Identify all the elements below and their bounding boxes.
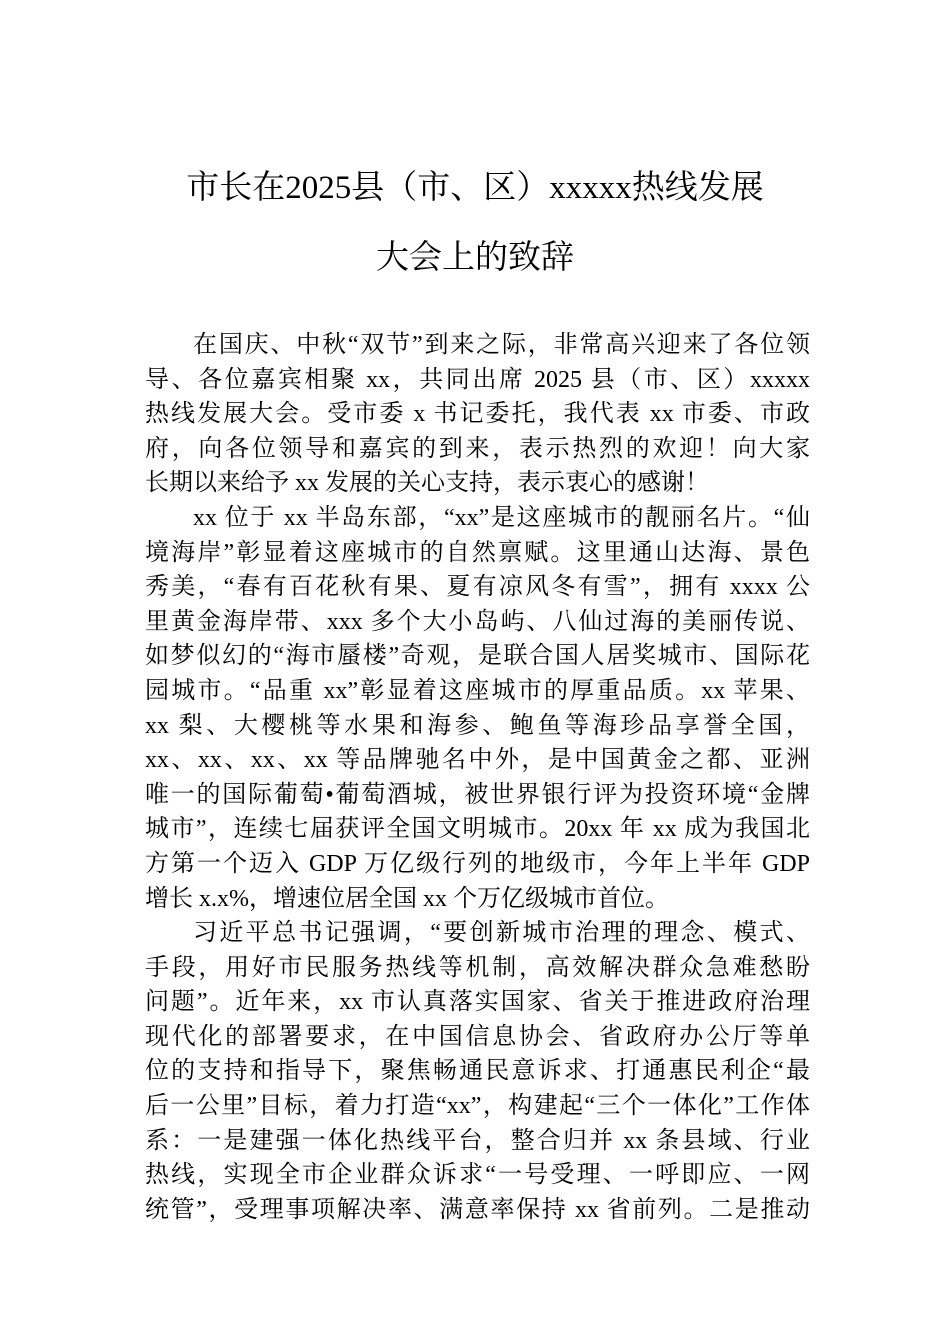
paragraph-1 [145, 328, 810, 501]
paragraph-line: 园城市。“品重 xx”彰显着这座城市的厚重品质。xx 苹果、 [145, 677, 810, 704]
paragraph-line: 习近平总书记强调，“要创新城市治理的理念、模式、 [193, 920, 810, 947]
paragraph-line: 城市”，连续七届获评全国文明城市。20xx 年 xx 成为我国北 [145, 816, 810, 843]
paragraph-line: 位的支持和指导下，聚焦畅通民意诉求、打通惠民利企“最 [145, 1058, 810, 1085]
document-title-line-2: 大会上的致辞 [376, 240, 574, 276]
paragraph-line: 方第一个迈入 GDP 万亿级行列的地级市，今年上半年 GDP [145, 850, 810, 877]
paragraph-line: 统管”，受理事项解决率、满意率保持 xx 省前列。二是推动 [145, 1196, 810, 1223]
paragraph-3 [145, 916, 810, 1227]
paragraph-line: 系：一是建强一体化热线平台，整合归并 xx 条县域、行业 [145, 1127, 810, 1154]
paragraph-line: 热线，实现全市企业群众诉求“一号受理、一呼即应、一网 [145, 1162, 810, 1189]
paragraph-line: 长期以来给予 xx 发展的关心支持，表示衷心的感谢！ [145, 470, 709, 497]
document-title-line-1: 市长在2025县（市、区）xxxxx热线发展 [186, 170, 764, 206]
document-body [145, 328, 810, 1227]
paragraph-line: 在国庆、中秋“双节”到来之际，非常高兴迎来了各位领 [193, 332, 810, 358]
paragraph-line: 问题”。近年来，xx 市认真落实国家、省关于推进政府治理 [145, 989, 810, 1016]
paragraph-line: 境海岸”彰显着这座城市的自然禀赋。这里通山达海、景色 [145, 539, 810, 566]
paragraph-line: 热线发展大会。受市委 x 书记委托，我代表 xx 市委、市政 [145, 401, 810, 428]
paragraph-line: 府，向各位领导和嘉宾的到来，表示热烈的欢迎！向大家 [145, 435, 810, 462]
paragraph-line: 现代化的部署要求，在中国信息协会、省政府办公厅等单 [145, 1023, 810, 1050]
paragraph-line: 里黄金海岸带、xxx 多个大小岛屿、八仙过海的美丽传说、 [145, 608, 810, 635]
paragraph-line: xx 位于 xx 半岛东部，“xx”是这座城市的靓丽名片。“仙 [193, 504, 810, 531]
paragraph-line: 增长 x.x%，增速位居全国 xx 个万亿级城市首位。 [145, 885, 669, 912]
paragraph-line: xx 梨、大樱桃等水果和海参、鲍鱼等海珍品享誉全国， [145, 712, 810, 739]
paragraph-line: xx、xx、xx、xx 等品牌驰名中外，是中国黄金之都、亚洲 [145, 747, 810, 774]
paragraph-2 [145, 501, 810, 916]
paragraph-line: 如梦似幻的“海市蜃楼”奇观，是联合国人居奖城市、国际花 [145, 643, 810, 670]
paragraph-line: 导、各位嘉宾相聚 xx，共同出席 2025 县（市、区）xxxxx [145, 366, 810, 393]
paragraph-line: 手段，用好市民服务热线等机制，高效解决群众急难愁盼 [145, 954, 810, 981]
paragraph-line: 后一公里”目标，着力打造“xx”，构建起“三个一体化”工作体 [145, 1093, 810, 1120]
paragraph-line: 唯一的国际葡萄•葡萄酒城，被世界银行评为投资环境“金牌 [145, 781, 810, 808]
paragraph-line: 秀美，“春有百花秋有果、夏有凉风冬有雪”，拥有 xxxx 公 [145, 574, 810, 601]
